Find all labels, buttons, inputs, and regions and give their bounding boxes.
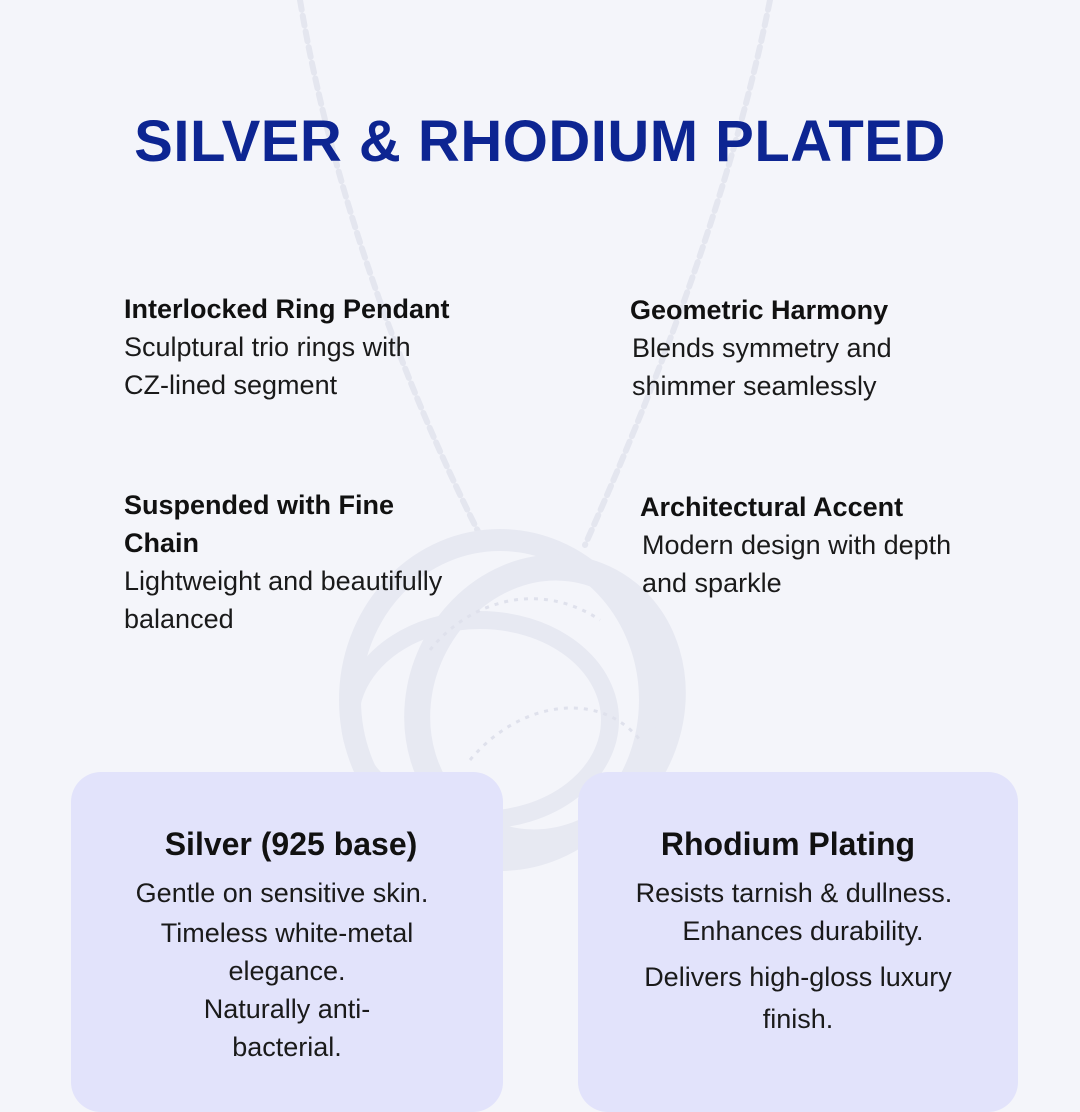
card-line: Timeless white-metal elegance. [160, 918, 414, 986]
feature-description: Blends symmetry and shimmer seamlessly [632, 333, 892, 401]
feature-architectural-accent [640, 488, 980, 602]
feature-title: Interlocked Ring Pendant [124, 294, 450, 324]
card-line: Resists tarnish & dullness. [635, 878, 953, 908]
feature-geometric-harmony [630, 291, 970, 405]
feature-description: Modern design with depth and sparkle [642, 530, 952, 598]
feature-title: Architectural Accent [640, 492, 904, 522]
card-line: Delivers high-gloss luxury finish. [644, 962, 952, 1034]
card-line: Naturally anti-bacterial. [203, 994, 371, 1062]
feature-description: Sculptural trio rings with CZ-lined segment [124, 332, 411, 400]
card-line: Gentle on sensitive skin. [135, 878, 429, 908]
feature-title: Geometric Harmony [630, 295, 889, 325]
card-title: Rhodium Plating [660, 826, 916, 862]
rhodium-info-card [578, 772, 1018, 1112]
feature-description: Lightweight and beautifully balanced [124, 566, 443, 634]
silver-info-card [71, 772, 503, 1112]
feature-fine-chain [124, 486, 454, 638]
feature-interlocked-ring [124, 290, 454, 404]
page-title: SILVER & RHODIUM PLATED [134, 109, 946, 174]
card-line: Enhances durability. [682, 916, 924, 946]
card-title: Silver (925 base) [164, 826, 418, 862]
feature-title: Suspended with Fine Chain [124, 490, 395, 558]
